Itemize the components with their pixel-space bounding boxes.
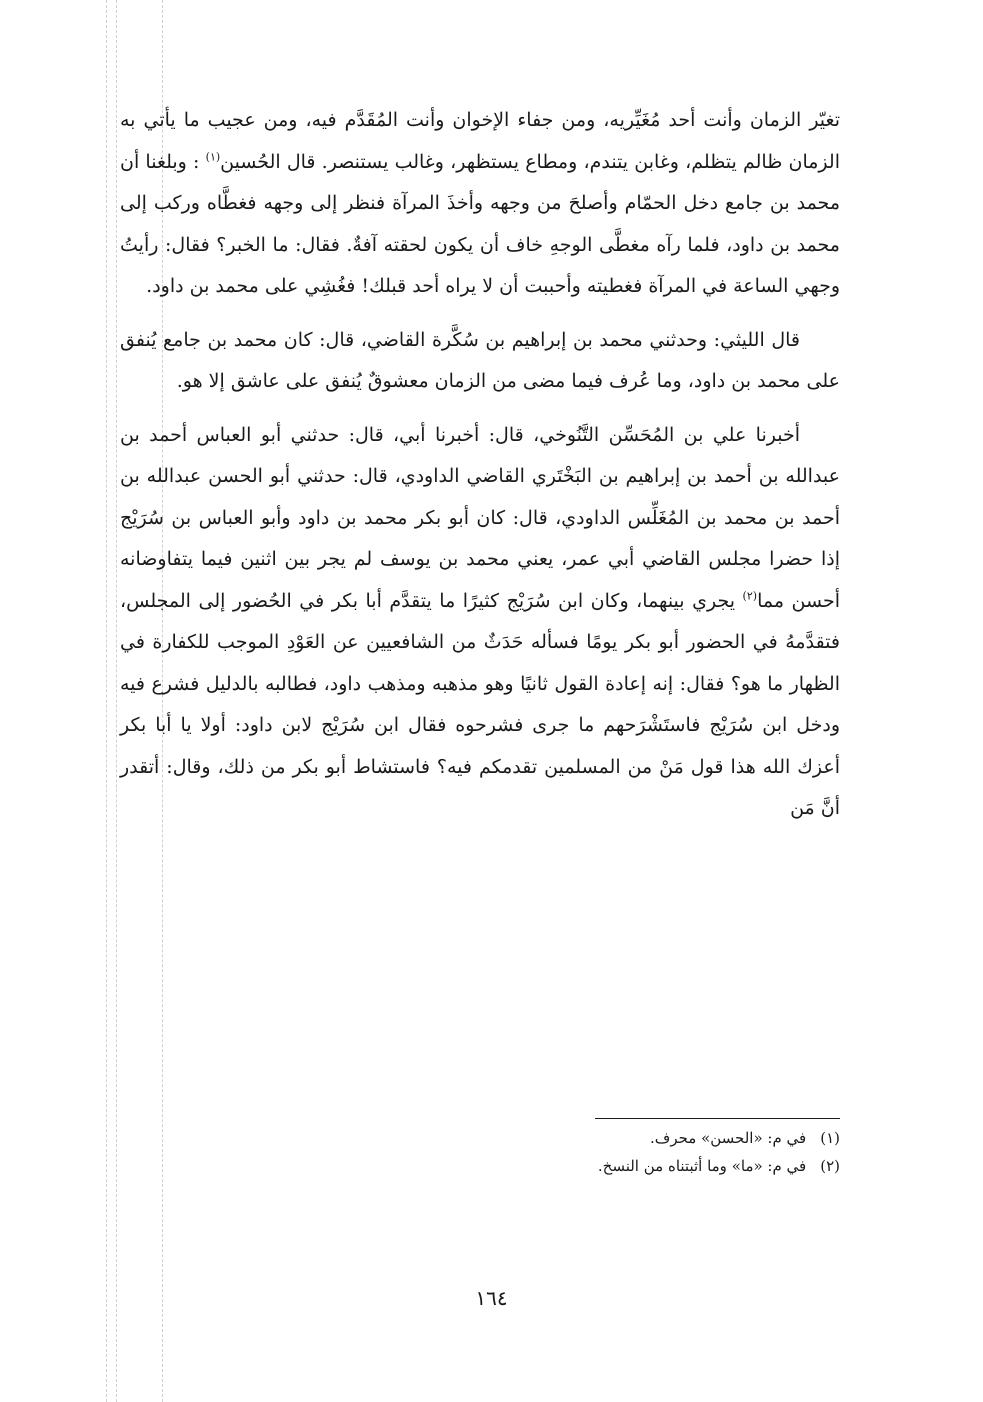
footnote-number: (١) — [820, 1129, 840, 1147]
paragraph-text: أخبرنا علي بن المُحَسِّن التَّنُوخي، قال: أخبرنا أبي، قال: حدثني أبو العباس أحمد بن عبدالله بن أحمد بن إبراهيم بن البَخْتَري القاضي الداودي، قال: حدثني أبو الحسن عبدالله بن أحمد بن محمد بن المُغَلِّس الداودي، قال: كان أبو بكر محمد بن داود وأبو العباس بن سُرَيْج إذا حضرا مجلس القاضي أبي عمر، يعني محمد بن يوسف لم يجر بين اثنين فيما يتفاوضانه أحسن مما — [120, 423, 840, 612]
footnote-reference: (١) — [205, 150, 221, 164]
paragraph-text: : وبلغنا أن محمد بن جامع دخل الحمّام وأصلحَ من وجهه وأخذَ المرآة فنظر إلى وجهه فغطَّاه وركب إلى محمد بن داود، فلما رآه مغطَّى الوجهِ خاف أن يكون لحقته آفةٌ. فقال: ما الخبر؟ فقال: رأيتُ وجهي الساعة في المرآة فغطيته وأحببت أن لا يراه أحد قبلك! فغُشِي على محمد بن داود. — [120, 150, 840, 297]
footnote-text: في م: «الحسن» محرف. — [650, 1129, 807, 1147]
footnote-reference: (٢) — [742, 589, 758, 603]
scan-fold-line — [106, 0, 107, 1402]
paragraph — [120, 100, 840, 308]
footnote — [120, 1152, 840, 1180]
page-number: ١٦٤ — [475, 1286, 508, 1310]
paragraph — [120, 415, 840, 830]
page-body — [120, 100, 840, 830]
paragraph-text: قال الليثي: وحدثني محمد بن إبراهيم بن سُكَّرة القاضي، قال: كان محمد بن جامع يُنفق على محمد بن داود، وما عُرف فيما مضى من الزمان معشوقٌ يُنفق على عاشق إلا هو. — [120, 328, 840, 392]
footnote-text: في م: «ما» وما أثبتناه من النسخ. — [597, 1157, 807, 1175]
paragraph-text: يجري بينهما، وكان ابن سُرَيْج كثيرًا ما يتقدَّم أبا بكر في الحُضور إلى المجلس، فتقدَّمهُ في الحضور أبو بكر يومًا فسأله حَدَثٌ من الشافعيين عن العَوْدِ الموجب للكفارة في الظهار ما هو؟ فقال: إنه إعادة القول ثانيًا وهو مذهبه ومذهب داود، فطالبه بالدليل فشرع فيه ودخل ابن سُرَيْج فاستَشْرَحهم ما جرى فشرحوه فقال ابن سُرَيْج لابن داود: أولا يا أبا بكر أعزك الله هذا قول مَنْ من المسلمين تقدمكم فيه؟ فاستشاط أبو بكر من ذلك، وقال: أتقدر أنَّ مَن — [120, 589, 841, 819]
footnote-separator — [595, 1118, 840, 1119]
paragraph — [120, 320, 840, 403]
footnotes — [120, 1124, 840, 1180]
paragraph-text: تغيّر الزمان وأنت أحد مُغَيِّريه، ومن جفاء الإخوان وأنت المُقَدَّم فيه، ومن عجيب ما يأتي به الزمان ظالم يتظلم، وغابن يتندم، ومطاع يستظهر، وغالب يستنصر. قال الحُسين — [120, 109, 840, 173]
footnote — [120, 1124, 840, 1152]
scan-fold-line — [116, 0, 117, 1402]
footnote-number: (٢) — [820, 1157, 840, 1175]
